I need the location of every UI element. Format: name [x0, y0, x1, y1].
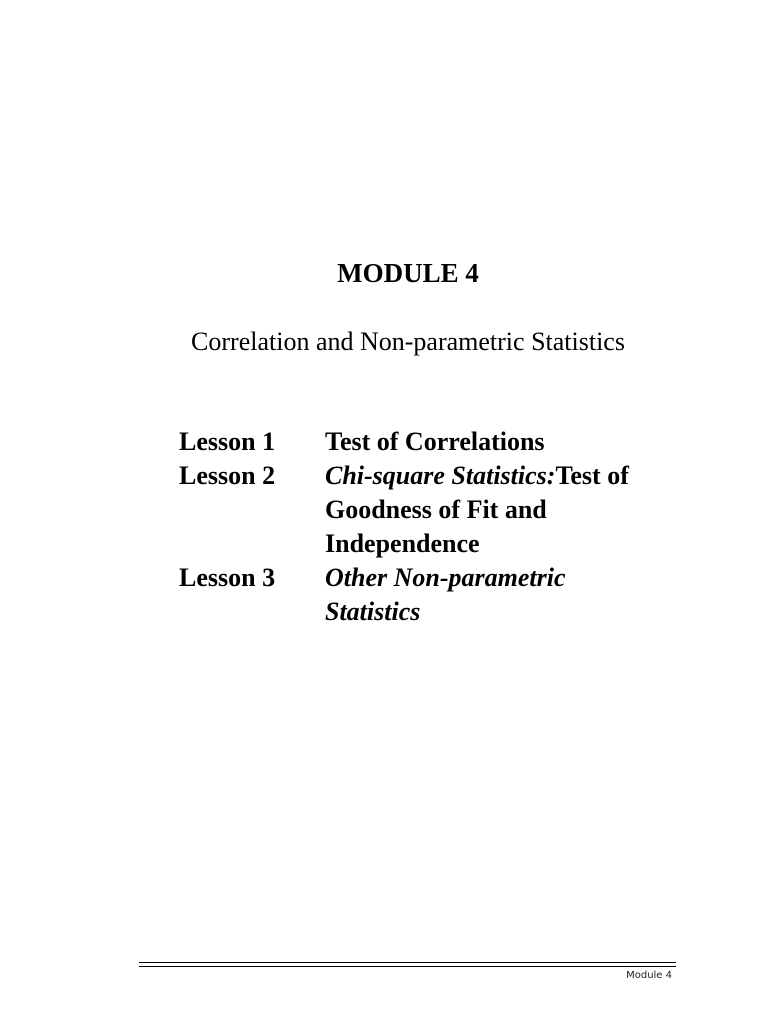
module-subtitle: Correlation and Non-parametric Statistics — [191, 327, 625, 356]
lesson-title-text: Test of Correlations — [325, 427, 545, 456]
footer-label: Module 4 — [626, 970, 672, 981]
lesson-number: Lesson 1 — [179, 427, 276, 456]
lesson-number: Lesson 3 — [179, 563, 276, 592]
module-title: MODULE 4 — [337, 258, 479, 288]
lesson-list — [179, 425, 649, 629]
lesson-item — [179, 425, 649, 459]
lesson-number: Lesson 2 — [179, 461, 276, 490]
lesson-title — [325, 425, 649, 459]
lesson-title — [325, 561, 649, 629]
lesson-title-italic: Chi-square Statistics: — [325, 461, 556, 490]
footer-divider — [139, 966, 676, 967]
lesson-item — [179, 459, 649, 561]
lesson-title-italic: Other Non-parametric Statistics — [325, 563, 566, 626]
lesson-title — [325, 459, 649, 561]
lesson-item — [179, 561, 649, 629]
footer-divider — [139, 962, 676, 963]
lesson-title-rest: Test of Goodness of Fit and Independence — [325, 461, 629, 558]
